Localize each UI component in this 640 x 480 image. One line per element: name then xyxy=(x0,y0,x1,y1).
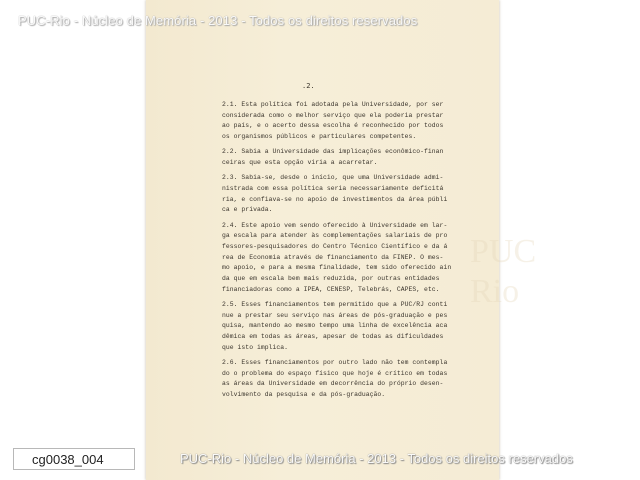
paragraph-2-5: 2.5. Esses financiamentos tem permitido que a PUC/RJ conti nue a prestar seu serviço nas áreas de pós-graduação e pes quisa, mantendo ao mesmo tempo uma linha de excelência aca dêmica em todas as áreas, apesar de todas as dificuldades que isto implica. xyxy=(222,300,448,351)
paragraph-2-3: 2.3. Sabia-se, desde o início, que uma Universidade admi- nistrada com essa política seria necessariamente deficitá ria, e confiava-se no apoio de investimentos da área públi ca e privada. xyxy=(222,174,448,214)
document-id-label: cg0038_004 xyxy=(13,448,135,470)
puc-logo-watermark: PUC Rio xyxy=(470,233,537,310)
paragraph-2-1: 2.1. Esta política foi adotada pela Universidade, por ser considerada como o melhor serviço que ela poderia prestar ao país, e o acerto dessa escolha é reconhecido por todos os organismos públicos e particulares competentes. xyxy=(222,101,444,141)
watermark-bottom: PUC-Rio - Núcleo de Memória - 2013 - Todos os direitos reservados xyxy=(180,451,573,466)
document-body xyxy=(222,100,484,405)
watermark-top: PUC-Rio - Núcleo de Memória - 2013 - Todos os direitos reservados xyxy=(18,13,418,28)
paragraph-2-6: 2.6. Esses financiamentos por outro lado não tem contempla do o problema do espaço físico que hoje é crítico em todas as áreas da Universidade em decorrência do próprio desen- volvimento da pesquisa e da pós-graduação. xyxy=(222,358,448,399)
paragraph-2-4: 2.4. Este apoio vem sendo oferecido à Universidade em lar- ga escala para atender às complementações salariais de pro fessores-pesquisadores do Centro Técnico Científico e da á rea de Economia através de financiamento da FINEP. O mes- mo apoio, e para a mesma finalidade, tem sido oferecido ain da que em escala bem mais reduzida, por outras entidades financiadoras como a IPEA, CENESP, Telebrás, CAPES, etc. xyxy=(222,221,452,293)
page-number: .2. xyxy=(302,82,315,90)
paragraph-2-2: 2.2. Sabia a Universidade das implicações econômico-finan ceiras que esta opção viria a acarretar. xyxy=(222,148,444,167)
